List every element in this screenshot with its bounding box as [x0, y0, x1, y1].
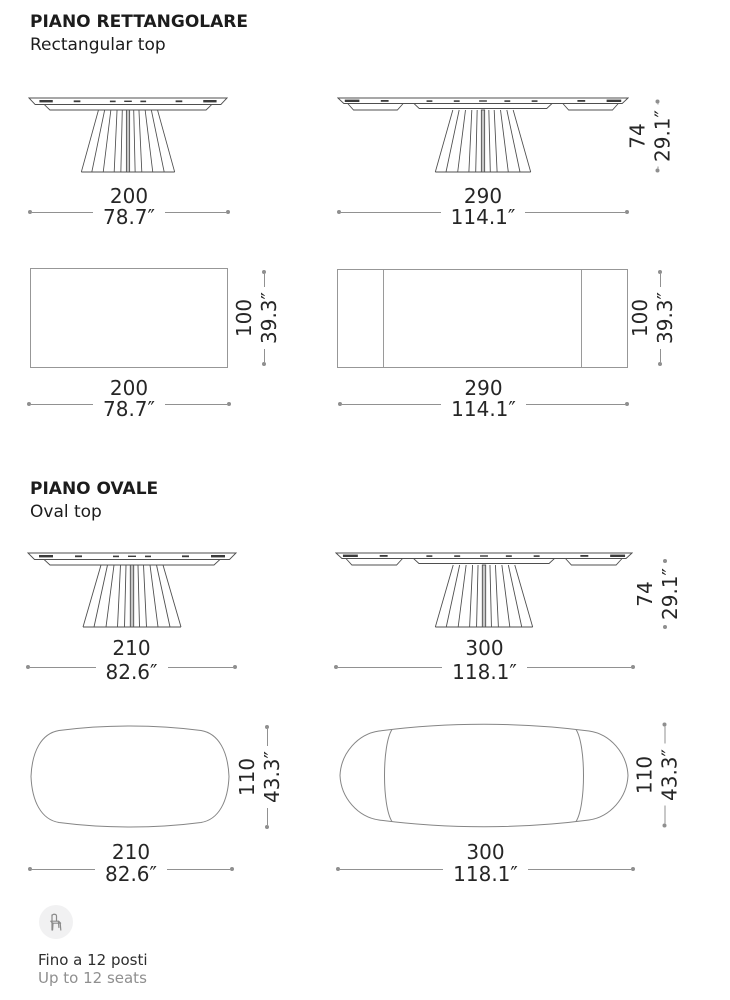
table-front-view-closed-drawing — [28, 97, 228, 175]
oval-top-view-extended-drawing — [335, 722, 633, 829]
width-dimension — [27, 391, 231, 421]
dimension-line — [165, 404, 227, 405]
dimension-line — [340, 869, 443, 870]
dimension-line — [267, 808, 268, 825]
dimension-endpoint-dot — [656, 169, 660, 173]
table-top-view-extended — [337, 269, 628, 368]
dimension-line — [657, 167, 658, 169]
table-top-view-closed — [30, 268, 228, 368]
dimension-value-cm: 110 — [632, 755, 657, 795]
dimension-line — [165, 212, 226, 213]
dimension-value-cm: 100 — [232, 298, 256, 338]
dimension-value-cm: 200 — [109, 376, 149, 400]
dimension-value-cm: 290 — [463, 184, 503, 208]
table-front-view-extended-drawing — [337, 97, 629, 175]
depth-dimension — [235, 725, 284, 829]
extension-leaf-line — [581, 270, 582, 367]
dimension-line — [525, 212, 625, 213]
dimension-value-cm: 74 — [633, 581, 657, 607]
height-dimension — [633, 559, 682, 629]
dimension-line — [342, 404, 441, 405]
dimension-line — [660, 274, 661, 287]
dimension-value-inches: 82.6″ — [105, 862, 158, 886]
section-title-english: Oval top — [30, 502, 102, 522]
dimension-value-cm: 100 — [628, 298, 652, 338]
dimension-value-inches: 29.1″ — [658, 567, 682, 620]
dimension-value-inches: 39.3″ — [257, 291, 281, 344]
dimension-endpoint-dot — [233, 665, 237, 669]
dimension-value-cm: 290 — [464, 376, 503, 400]
dimension-value-inches: 78.7″ — [103, 205, 156, 229]
dimension-value-cm: 300 — [465, 636, 504, 660]
dimension-line — [168, 667, 234, 668]
dimension-line — [341, 212, 441, 213]
dimension-value-inches: 39.3″ — [653, 291, 677, 344]
dimension-endpoint-dot — [262, 362, 266, 366]
depth-dimension — [628, 270, 677, 366]
section-oval-header — [30, 478, 158, 524]
width-dimension — [336, 856, 635, 886]
section-title-italian: PIANO RETTANGOLARE — [30, 12, 248, 32]
width-dimension — [337, 199, 629, 229]
dimension-value-inches: 114.1″ — [451, 397, 516, 421]
dimension-value-cm: 210 — [111, 840, 151, 864]
oval-top-view-closed-drawing — [27, 723, 233, 830]
dimension-value-cm: 110 — [235, 757, 259, 797]
section-rect-header — [30, 11, 248, 57]
dimension-value-inches: 29.1″ — [650, 109, 675, 162]
dimension-value-inches: 43.3″ — [657, 748, 682, 801]
dimension-endpoint-dot — [656, 99, 660, 103]
dimension-value-inches: 118.1″ — [452, 660, 517, 684]
dimension-endpoint-dot — [625, 210, 629, 214]
dimension-line — [264, 349, 265, 362]
dimension-line — [267, 729, 268, 746]
dimension-line — [31, 404, 93, 405]
dimension-endpoint-dot — [265, 725, 269, 729]
dimension-endpoint-dot — [663, 824, 667, 828]
dimension-endpoint-dot — [663, 722, 667, 726]
height-dimension — [625, 100, 675, 173]
dimension-line — [167, 869, 230, 870]
dimension-endpoint-dot — [631, 665, 635, 669]
dimension-value-cm: 200 — [109, 184, 149, 208]
dimension-value-inches: 43.3″ — [260, 750, 284, 803]
dimension-line — [527, 667, 631, 668]
section-title-english: Rectangular top — [30, 35, 166, 55]
dimension-endpoint-dot — [226, 210, 230, 214]
seats-label-italian: Fino a 12 posti — [38, 951, 148, 969]
dimension-endpoint-dot — [265, 825, 269, 829]
dimension-value-cm: 300 — [466, 840, 505, 864]
dimension-line — [32, 869, 95, 870]
chair-icon — [45, 911, 67, 933]
dimension-value-inches: 82.6″ — [105, 660, 158, 684]
dimension-line — [30, 667, 96, 668]
seats-icon-badge — [39, 905, 73, 939]
dimension-value-inches: 118.1″ — [453, 862, 518, 886]
width-dimension — [338, 391, 629, 421]
dimension-line — [338, 667, 442, 668]
dimension-endpoint-dot — [262, 270, 266, 274]
dimension-line — [664, 726, 665, 744]
table-front-view-closed-drawing — [27, 552, 237, 630]
dimension-endpoint-dot — [227, 402, 231, 406]
depth-dimension — [632, 723, 682, 828]
dimension-endpoint-dot — [663, 625, 667, 629]
dimension-line — [660, 349, 661, 362]
dimension-value-inches: 114.1″ — [450, 205, 516, 229]
width-dimension — [28, 199, 230, 229]
dimension-endpoint-dot — [658, 362, 662, 366]
dimension-endpoint-dot — [230, 867, 234, 871]
dimension-line — [32, 212, 93, 213]
dimension-endpoint-dot — [631, 867, 635, 871]
dimension-endpoint-dot — [625, 402, 629, 406]
dimension-value-cm: 210 — [112, 636, 151, 660]
depth-dimension — [232, 270, 281, 366]
seats-label-english: Up to 12 seats — [38, 969, 147, 987]
width-dimension — [28, 856, 234, 886]
dimension-endpoint-dot — [658, 270, 662, 274]
table-front-view-extended-drawing — [335, 552, 633, 630]
dimension-line — [526, 404, 625, 405]
width-dimension — [26, 654, 237, 684]
dimension-line — [264, 274, 265, 287]
dimension-value-inches: 78.7″ — [103, 397, 156, 421]
extension-leaf-line — [383, 270, 384, 367]
dimension-value-cm: 74 — [625, 123, 650, 149]
width-dimension — [334, 654, 635, 684]
dimension-line — [664, 806, 665, 824]
dimension-line — [528, 869, 631, 870]
section-title-italian: PIANO OVALE — [30, 479, 159, 499]
